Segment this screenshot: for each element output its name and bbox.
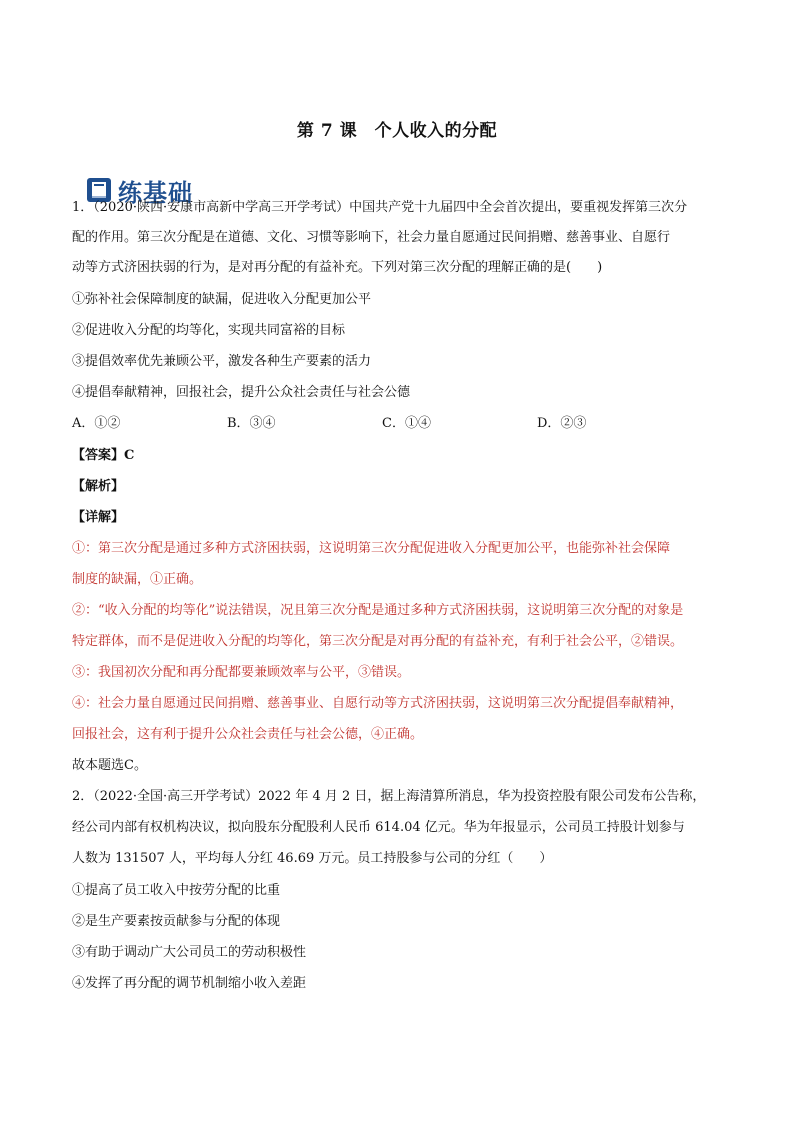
option-d: D．②③ [537, 416, 587, 431]
q1-options [72, 414, 692, 434]
explanation-line: ③：我国初次分配和再分配都要兼顾效率与公平，③错误。 [72, 665, 411, 680]
explanation-line: ①：第三次分配是通过多种方式济困扶弱，这说明第三次分配促进收入分配更加公平，也能弥补社会保障 [72, 541, 671, 556]
q2-item: ③有助于调动广大公司员工的劳动积极性 [72, 945, 307, 960]
q2-stem-line: 经公司内部有权机构决议，拟向股东分配股利人民币 614.04 亿元。华为年报显示，公司员工持股计划参与 [72, 820, 685, 835]
q1-item: ②促进收入分配的均等化，实现共同富裕的目标 [72, 323, 346, 338]
page-title: 第 7 课 个人收入的分配 [296, 121, 498, 141]
detail-label: 【详解】 [72, 510, 125, 525]
option-a: A．①② [72, 416, 121, 431]
q2-stem-line: 人数为 131507 人，平均每人分红 46.69 万元。员工持股参与公司的分红（ ） [72, 851, 553, 866]
analysis-label: 【解析】 [72, 479, 125, 494]
explanation-line: 特定群体，而不是促进收入分配的均等化，第三次分配是对再分配的有益补充，有利于社会公平，②错误。 [72, 634, 684, 649]
conclusion-line: 故本题选C。 [72, 758, 147, 773]
q2-item: ②是生产要素按贡献参与分配的体现 [72, 914, 281, 929]
q2-item: ④发挥了再分配的调节机制缩小收入差距 [72, 976, 307, 991]
q2-stem-line: 2．（2022·全国·高三开学考试）2022 年 4 月 2 日，据上海清算所消息，华为投资控股有限公司发布公告称， [72, 789, 706, 804]
q1-item: ④提倡奉献精神，回报社会，提升公众社会责任与社会公德 [72, 385, 411, 400]
answer-label: 【答案】C [72, 448, 135, 463]
option-b: B．③④ [227, 416, 276, 431]
option-c: C．①④ [382, 416, 431, 431]
section-label: 练基础 [118, 178, 193, 207]
q1-stem-line: 动等方式济困扶弱的行为，是对再分配的有益补充。下列对第三次分配的理解正确的是( ) [72, 260, 603, 275]
explanation-line: 制度的缺漏，①正确。 [72, 572, 203, 587]
q2-item: ①提高了员工收入中按劳分配的比重 [72, 883, 281, 898]
explanation-line: ②：“收入分配的均等化”说法错误，况且第三次分配是通过多种方式济困扶弱，这说明第三次分配的对象是 [72, 603, 684, 618]
explanation-line: ④：社会力量自愿通过民间捐赠、慈善事业、自愿行动等方式济困扶弱，这说明第三次分配提倡奉献精神， [72, 696, 684, 711]
explanation-line: 回报社会，这有利于提升公众社会责任与社会公德，④正确。 [72, 727, 424, 742]
q1-item: ①弥补社会保障制度的缺漏，促进收入分配更加公平 [72, 292, 372, 307]
q1-stem-line: 1．（2020·陕西·安康市高新中学高三开学考试）中国共产党十九届四中全会首次提出，要重视发挥第三次分 [72, 200, 688, 215]
q1-item: ③提倡效率优先兼顾公平，激发各种生产要素的活力 [72, 354, 372, 369]
q1-stem-line: 配的作用。第三次分配是在道德、文化、习惯等影响下，社会力量自愿通过民间捐赠、慈善事业、自愿行 [72, 230, 671, 245]
